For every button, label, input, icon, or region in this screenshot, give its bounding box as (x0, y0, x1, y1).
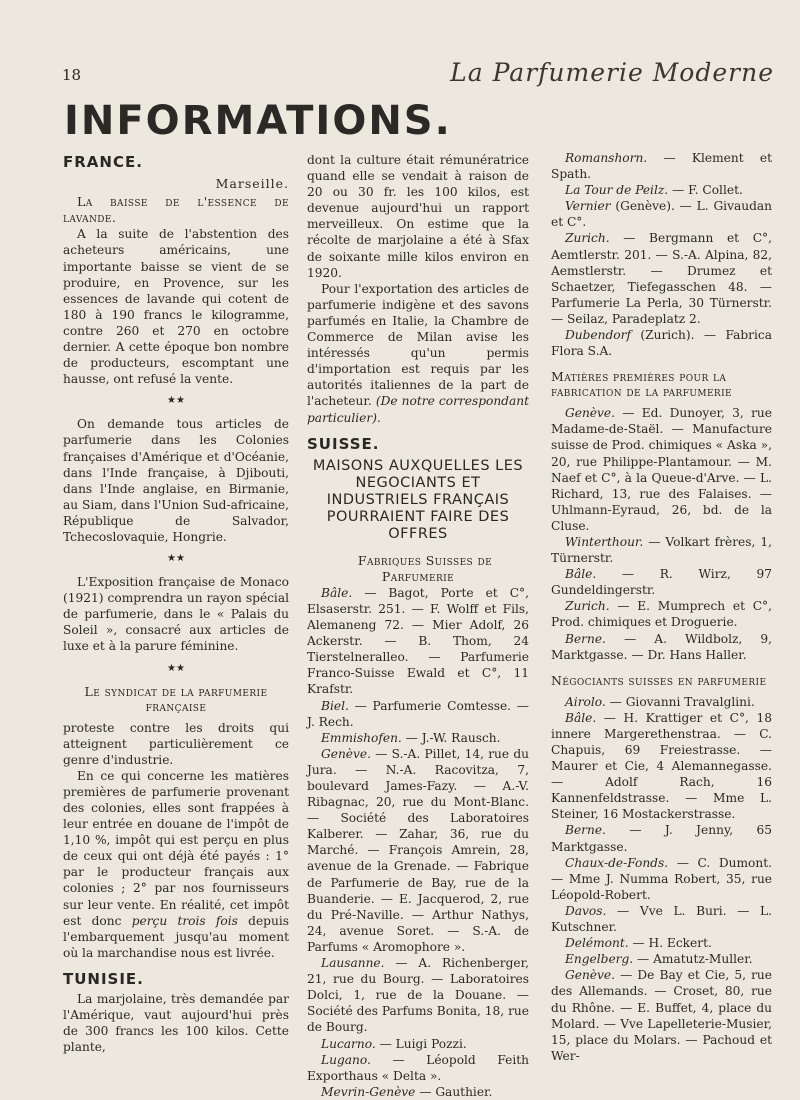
entry-text: (Zurich). — Fabrica Flora S.A. (551, 328, 772, 359)
entry-text: — J. Jenny, 65 Marktgasse. (551, 823, 772, 854)
section-heading-tunisie: TUNISIE. (63, 969, 144, 988)
entry-city: Delémont. (565, 936, 629, 951)
separator-stars: ★★ (167, 395, 185, 407)
entry-city: Berne. (565, 823, 606, 838)
list-item (551, 951, 772, 967)
entry-text: — E. Mumprech et C°, Prod. chimiques et Droguerie. (551, 599, 772, 630)
entry-text: — Bergmann et C°, Aemtlerstr. 201. — S.-A. Alpina, 82, Aemstlerstr. — Drumez et Schaetzer, Tiefegasschen 48. — Parfumerie La Perla, 30 Türnerstr. — Seilaz, Paradeplatz 2. (551, 231, 772, 326)
entry-text: — Klement et Spath. (551, 151, 772, 182)
list-fabriques-part1 (307, 585, 529, 1100)
entry-city: La Tour de Peilz. (565, 183, 669, 198)
list-item (551, 694, 772, 710)
entry-text: — Parfumerie Comtesse. — J. Rech. (307, 698, 529, 729)
entry-city: Bâle. (565, 710, 597, 725)
paragraph: proteste contre les droits qui atteignent particulièrement ce genre d'industrie. (63, 720, 289, 767)
separator-stars: ★★ (167, 662, 185, 674)
paragraph: La marjolaine, très demandée par l'Amérique, vaut aujourd'hui près de 300 francs les 100 kilos. Cette plante, (63, 992, 289, 1055)
text-run: En ce qui concerne les matières premières de parfumerie provenant des colonies, elles sont frappées à leur entrée en douane de l'impôt de 1,10 %, impôt qui est perçu en plus de ceux qui ont déjà été payés : 1° par le producteur français aux colonies ; 2° par nos fournisseurs sur leur vente. En réalité, cet impôt est donc (63, 768, 289, 928)
subheading-maisons: MAISONS AUXQUELLES LES NEGOCIANTS ET INDUSTRIELS FRANÇAIS POURRAIENT FAIRE DES OFFRES (312, 457, 524, 542)
entry-text: — H. Krattiger et C°, 18 innere Margerethenstraa. — C. Chapuis, 69 Freiestrasse. — Maurer et Cie, 4 Alemannegasse. — Adolf Rach, 16 Kannenfeldstrasse. — Mme L. Steiner, 16 Mostackerstrasse. (551, 710, 772, 822)
list-item (551, 534, 772, 566)
list-item (551, 150, 772, 182)
list-item (307, 1084, 529, 1100)
entry-city: Bâle. (321, 585, 353, 600)
subheading-lavande: La baisse de l'essence de lavande. (63, 194, 289, 226)
entry-city: Lausanne. (321, 956, 385, 971)
entry-city: Lucarno. (321, 1036, 376, 1051)
list-item (551, 182, 772, 198)
running-title: La Parfumerie Moderne (450, 58, 774, 87)
list-item (551, 855, 772, 903)
page-title: INFORMATIONS. (64, 98, 452, 144)
entry-text: — F. Collet. (668, 183, 743, 198)
entry-text: — J.-W. Rausch. (401, 730, 501, 745)
list-item (307, 955, 529, 1035)
list-item (307, 585, 529, 698)
dateline-marseille: Marseille. (215, 176, 289, 192)
entry-text: — Luigi Pozzi. (375, 1036, 467, 1051)
paragraph: A la suite de l'abstention des acheteurs américains, une importante baisse se vient de se produire, en Provence, sur les essences de lavande qui cotent de 180 à 190 francs le kilogramme, contre 260 et 270 en octobre dernier. A cette époque bon nombre de producteurs, escomptant une hausse, ont refusé la vente. (63, 227, 289, 387)
entry-city: Genève. (565, 406, 615, 421)
column-2 (307, 152, 529, 1100)
section-heading-france: FRANCE. (63, 153, 143, 171)
column-3 (551, 150, 772, 1064)
column-1 (63, 152, 289, 1055)
list-item (551, 230, 772, 327)
entry-city: Dubendorf (565, 328, 631, 343)
list-item (307, 1036, 529, 1052)
entry-text: — S.-A. Pillet, 14, rue du Jura. — N.-A. Racovitza, 7, boulevard James-Fazy. — A.-V. Ribagnac, 20, rue du Mont-Blanc. — Société des Laboratoires Kalberer. — Zahar, 36, rue du Marché. — François Amrein, 28, avenue de la Grenade. — Fabrique de Parfumerie de Bay, rue de la Buanderie. — E. Jacquerod, 2, rue du Pré-Naville. — Arthur Nathys, 24, avenue Soret. — S.-A. de Parfums « Aromophore ». (307, 746, 529, 954)
list-item (307, 698, 529, 730)
paragraph: dont la culture était rémunératrice quand elle se vendait à raison de 20 ou 30 fr. les 100 kilos, est devenue aujourd'hui un rapport merveilleux. On estime que la récolte de marjolaine a été à Sfax de soixante mille kilos environ en 1920. (307, 153, 529, 280)
entry-text: — Vve L. Buri. — L. Kutschner. (551, 903, 772, 935)
entry-city: Emmishofen. (321, 730, 402, 745)
paragraph: On demande tous articles de parfumerie dans les Colonies françaises d'Amérique et d'Océanie, dans l'Inde française, à Djibouti, dans l'Inde anglaise, en Birmanie, au Siam, dans l'Union Sud-africaine, République de Salvador, Tchecoslovaquie, Hongrie. (63, 417, 289, 544)
subheading-fabriques: Fabriques Suisses de Parfumerie (357, 552, 493, 584)
entry-text: — De Bay et Cie, 5, rue des Allemands. — Croset, 80, rue du Rhône. — E. Buffet, 4, place du Molard. — Vve Lapelleterie-Musier, 15, place du Molars. — Pachoud et Wer- (551, 968, 772, 1063)
list-item (551, 631, 772, 663)
emphasis: perçu trois fois (131, 913, 238, 928)
entry-text: — Volkart frères, 1, Türnerstr. (551, 534, 772, 566)
entry-city: Vernier (565, 199, 611, 214)
subheading-syndicat: Le syndicat de la parfumerie française (84, 683, 268, 714)
source-note: (De notre correspondant particulier). (307, 394, 529, 425)
list-item (551, 327, 772, 359)
list-item (551, 903, 772, 935)
entry-city: Genève. (565, 968, 615, 983)
entry-city: Winterthour. (565, 534, 644, 549)
entry-text: — C. Dumont. — Mme J. Numma Robert, 35, rue Léopold-Robert. (551, 855, 772, 902)
entry-text: — Ed. Dunoyer, 3, rue Madame-de-Staël. — Manufacture suisse de Prod. chimiques « Aska », 20, rue Philippe-Plantamour. — M. Naef et C°, à la Queue-d'Arve. — L. Richard, 13, rue des Falaises. — Uhlmann-Eyraud, 26, bd. de la Cluse. (551, 406, 772, 533)
list-item (551, 198, 772, 230)
list-item (551, 967, 772, 1064)
entry-city: Romanshorn. (565, 151, 648, 165)
entry-city: Genève. (321, 746, 371, 761)
entry-text: — Gauthier. (415, 1084, 493, 1099)
entry-text: — H. Eckert. (628, 936, 712, 951)
entry-city: Bâle. (565, 567, 597, 582)
entry-text: — Giovanni Travalglini. (605, 694, 755, 709)
entry-text: — A. Wildbolz, 9, Marktgasse. — Dr. Hans Haller. (551, 631, 772, 662)
subheading-negociants: Négociants suisses en parfumerie (551, 672, 767, 688)
entry-text: — Bagot, Porte et C°, Elsaserstr. 251. — F. Wolff et Fils, Alemaneng 72. — Mier Adolf, 26 Ackerstr. — B. Thom, 24 Tierstelneralleo. — Parfumerie Franco-Suisse Ewald et C°, 11 Krafstr. (307, 585, 529, 697)
list-item (307, 1052, 529, 1084)
list-item (307, 746, 529, 955)
subheading-matieres: Matières premières pour la fabrication de la parfumerie (551, 369, 733, 400)
list-item (551, 598, 772, 630)
list-item (551, 710, 772, 823)
list-fabriques-part2 (551, 150, 772, 359)
page-number: 18 (62, 66, 82, 84)
list-item (551, 405, 772, 534)
entry-city: Zurich. (565, 599, 610, 614)
entry-text: — Amatutz-Muller. (633, 952, 753, 967)
list-matieres (551, 405, 772, 663)
entry-text: (Genève). — L. Givaudan et C°. (551, 199, 772, 230)
entry-text: — R. Wirz, 97 Gundeldingerstr. (551, 567, 772, 598)
entry-city: Airolo. (565, 694, 606, 709)
list-item (551, 935, 772, 951)
list-item (551, 566, 772, 598)
entry-city: Lugano. (321, 1052, 371, 1067)
entry-city: Berne. (565, 631, 606, 646)
entry-city: Mevrin-Genève (321, 1084, 416, 1099)
paragraph (63, 768, 289, 961)
entry-city: Davos. (565, 903, 607, 918)
entry-city: Zurich. (565, 231, 610, 246)
list-item (551, 822, 772, 854)
paragraph: L'Exposition française de Monaco (1921) comprendra un rayon spécial de parfumerie, dans le « Palais du Soleil », consacré aux articles de luxe et à la parure féminine. (63, 575, 289, 654)
paragraph (307, 281, 529, 426)
entry-city: Engelberg. (565, 952, 634, 967)
text-run: depuis l'embarquement jusqu'au moment où la marchandise nous est livrée. (63, 913, 289, 960)
entry-text: — A. Richenberger, 21, rue du Bourg. — Laboratoires Dolci, 1, rue de la Douane. — Société des Parfums Bonita, 18, rue de Bourg. (307, 956, 529, 1035)
text-run: Pour l'exportation des articles de parfumerie indigène et des savons parfumés en Italie, la Chambre de Commerce de Milan avise les intéressés qu'un permis d'importation est requis par les autorités italiennes de la part de l'acheteur. (307, 281, 529, 409)
entry-city: Biel. (321, 698, 349, 713)
separator-stars: ★★ (167, 553, 185, 565)
entry-city: Chaux-de-Fonds. (565, 855, 669, 870)
entry-text: — Léopold Feith Exporthaus « Delta ». (307, 1052, 529, 1083)
section-heading-suisse: SUISSE. (307, 434, 380, 453)
list-item (307, 730, 529, 746)
list-negociants (551, 694, 772, 1064)
